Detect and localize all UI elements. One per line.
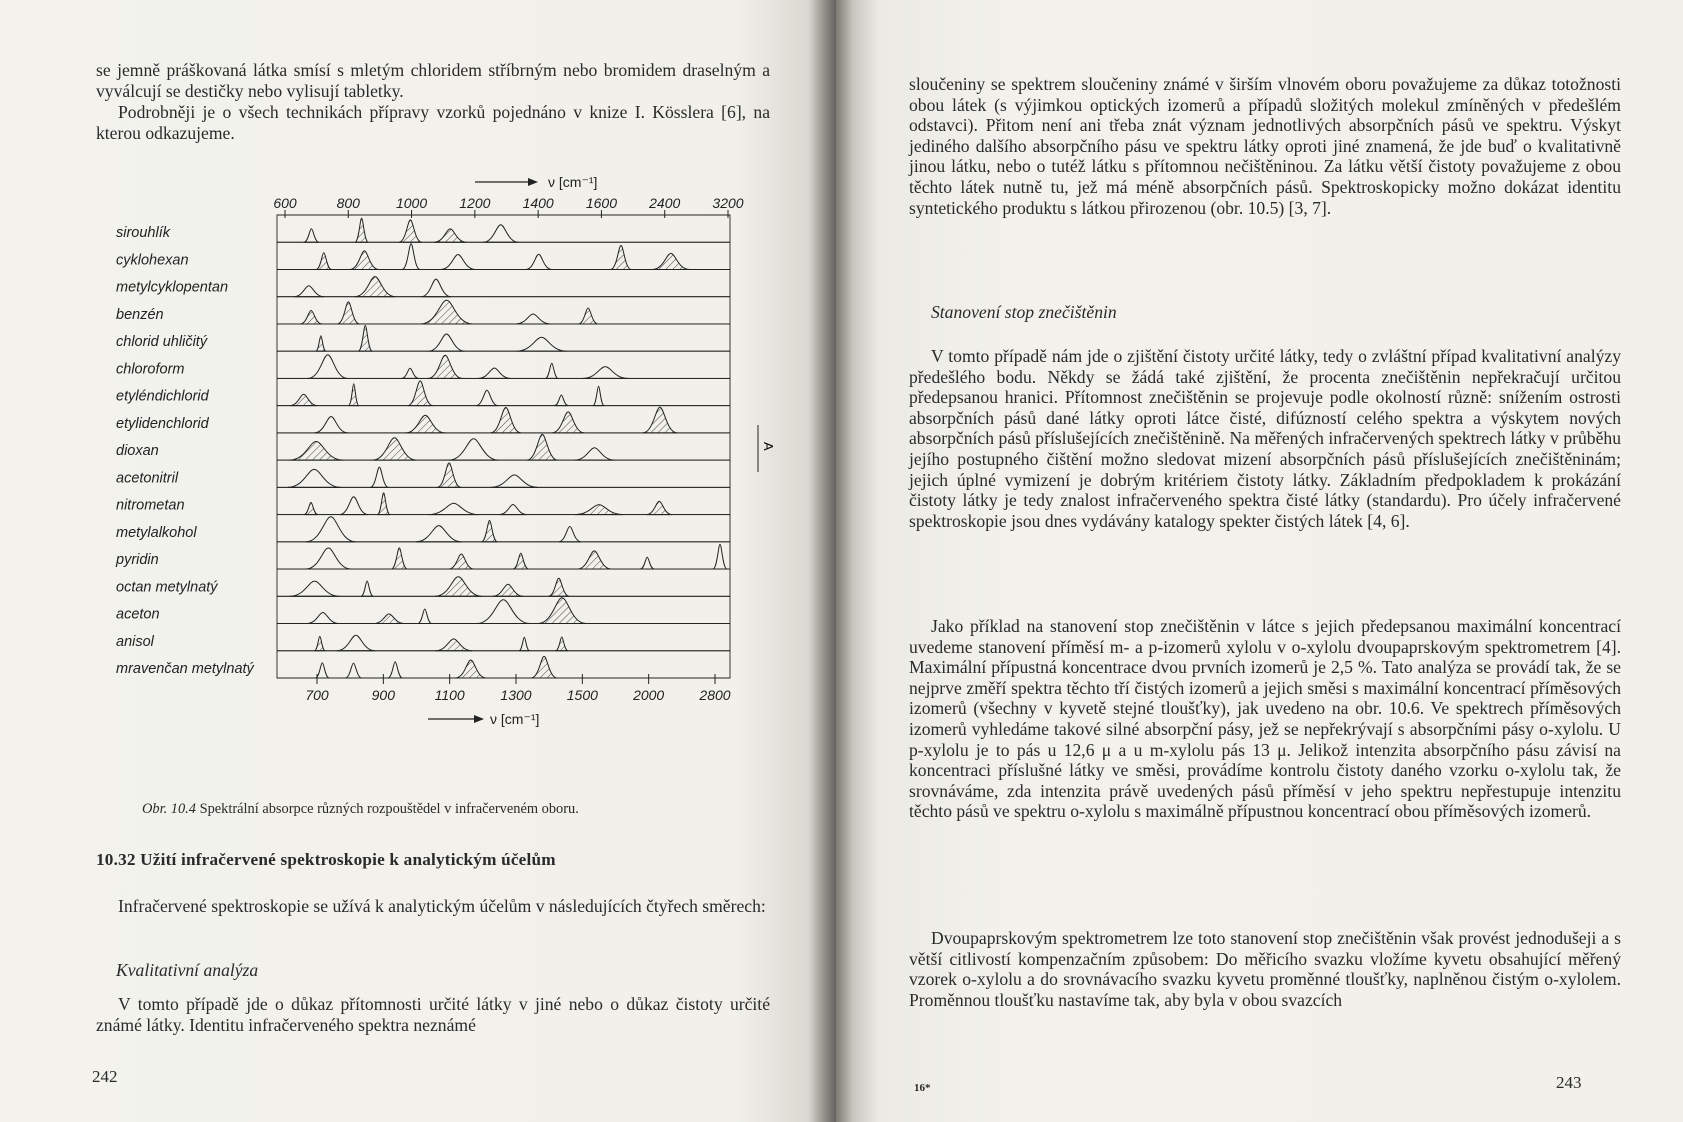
absorption-band [314, 636, 325, 651]
absorption-band [575, 505, 623, 515]
absorption-band [308, 355, 348, 379]
absorption-band [643, 407, 678, 433]
compound-label: benzén [116, 306, 164, 323]
compound-label: pyridin [116, 552, 159, 569]
compound-label: anisol [116, 633, 154, 650]
absorption-band [402, 244, 420, 270]
absorption-band [441, 255, 476, 270]
compound-label: chloroform [116, 361, 185, 378]
spectrum-row-frame [277, 542, 730, 569]
absorption-band [526, 254, 552, 269]
absorption-band [373, 438, 417, 460]
absorption-band [349, 384, 359, 406]
bottom-tick-label: 2000 [633, 687, 665, 703]
paragraph-2: V tomto případě nám jde o zjištění čistoty určité látky, tedy o zvláštní případ kvalitativní analýzy předešlého bodu. Někdy se žádá také zjištění, že procenta znečištěnin nepřekračují určitou předepsanou hranici. Přítomnost znečištěnin se projevuje podle okolností různě: snížením ostrosti absorpčních pásů dané látky oproti látce čisté, difúzností celého spektra a výskytem nových absorpčních pásů příslušejících znečištěnině. Na měřených infračervených spektrech látky v průběhu jejího postupného čištění možno sledovat mizení absorpčních pásů příslušejících znečištěninám; jejich úplné vymizení je dobrým kritériem čistoty látky. Základním předpokladem k prokázání čistoty látky je tedy znalost infračerveného spektra čisté látky (standardu). Pro účely infračervené spektroskopie jsou dnes vydávány katalogy spekter čistých látek [4, 6]. [909, 346, 1621, 531]
absorption-band [519, 637, 530, 651]
bottom-axis-title: ν [cm⁻¹] [490, 711, 540, 727]
spectrum-row-frame [277, 651, 730, 678]
compound-label: acetonitril [116, 470, 179, 487]
absorption-band [358, 326, 372, 352]
paragraph-1: sloučeniny se spektrem sloučeniny známé v širším vlnovém oboru považujeme za důkaz totožnosti obou látek (s výjimkou optických izomerů a případů složitých molekul zmíněných v předešlém odstavci). Přitom není ani třeba znát význam jednotlivých absorpčních pásů ve spektru. Výskyt jediného dalšího absorpčního pásu ve spektru látky oproti jiné znamená, že jde buď o kvalitativně jinou látku, nebo o tutéž látku s přítomnou nečištěninou. Za látku větší čistoty považujeme z obou těchto látek nutně tu, jež má méně absorpčních pásů. Spektroskopicky možno dokázat identitu syntetického produktu s látkou přirozenou (obr. 10.5) [3, 7]. [909, 74, 1621, 218]
spectra-chart [110, 160, 776, 780]
absorption-band [428, 503, 479, 514]
absorption-band [314, 417, 348, 433]
absorption-band [288, 469, 341, 487]
absorption-band [556, 637, 569, 651]
paragraph-references: Podrobněji je o všech technikách přípravy vzorků pojednáno v knize I. Kösslera [6], na kterou odkazujeme. [96, 102, 770, 143]
absorption-band [478, 368, 510, 378]
spectrum-row-frame [277, 433, 730, 460]
absorption-band [294, 286, 324, 297]
absorption-band [499, 505, 527, 515]
bottom-tick-label: 1300 [500, 687, 532, 703]
absorption-band [408, 381, 433, 406]
absorption-band [290, 394, 318, 405]
spectrum-row-frame [277, 515, 730, 542]
top-tick-label: 1200 [459, 195, 491, 211]
paragraph-intro: se jemně práškovaná látka smísí s mletým chloridem stříbrným nebo bromidem draselným a vyválcují se destičky nebo vylisují tabletky. [96, 60, 770, 101]
absorption-band [437, 463, 461, 487]
bottom-tick-label: 900 [371, 687, 396, 703]
absorption-band [391, 548, 407, 569]
absorption-band [304, 502, 318, 514]
absorption-band [421, 300, 473, 324]
absorption-band [337, 635, 375, 651]
absorption-band [611, 246, 632, 270]
absorption-band [316, 253, 331, 270]
absorption-band [300, 311, 322, 324]
absorption-band [449, 439, 499, 460]
compound-label: etyléndichlorid [116, 388, 209, 405]
page-number-left: 242 [92, 1067, 118, 1086]
section-title: 10.32 Užití infračervené spektroskopie k analytickým účelům [96, 850, 556, 869]
absorption-band [307, 613, 339, 624]
absorption-band [554, 395, 568, 406]
absorption-band [640, 557, 654, 569]
left-page [0, 0, 836, 1122]
subheading-trace-impurities: Stanovení stop znečištěnin [931, 302, 1117, 322]
absorption-band [289, 442, 343, 461]
page-number-right: 243 [1556, 1073, 1582, 1092]
absorption-band [559, 527, 581, 542]
absorption-band [552, 412, 584, 433]
compound-label: dioxan [116, 443, 159, 460]
absorption-band [455, 660, 486, 678]
absorption-band [435, 639, 472, 651]
absorption-band [290, 581, 340, 596]
bottom-axis [428, 711, 539, 727]
absorption-band [377, 493, 390, 515]
absorption-band [577, 551, 611, 569]
ir-spectra-figure [110, 160, 776, 780]
spectrum-row-frame [277, 351, 730, 378]
printer-signature-mark: 16* [914, 1082, 931, 1094]
absorption-band [337, 302, 359, 324]
compound-label: cyklohexan [116, 252, 189, 269]
compound-label: octan metylnatý [116, 579, 218, 596]
absorption-band [538, 598, 586, 624]
absorption-band [516, 337, 566, 351]
side-marker-label: A [761, 442, 776, 451]
compound-label: nitrometan [116, 497, 185, 514]
figure-caption [142, 801, 579, 818]
spectrum-row-frame [277, 378, 730, 405]
absorption-band [418, 609, 432, 624]
paragraph-4: Dvoupaprskovým spektrometrem lze toto stanovení stop znečištěnin však provést jednodušeji a s větší citlivostí kompenzačním způsobem: Do měřicího svazku vložíme kyvetu obsahující měřený vzorek o-xylolu a do srovnávacího svazku kyvetu proměnné tloušťky, naplněnou čistým o-xylolem. Proměnnou tloušťku nastavíme tak, aby byla v obou svazcích [909, 928, 1621, 1010]
absorption-band [548, 578, 569, 596]
bottom-tick-label: 2800 [699, 687, 731, 703]
absorption-band [421, 279, 451, 297]
absorption-band [350, 251, 379, 270]
absorption-band [491, 408, 522, 433]
absorption-band [483, 225, 518, 243]
absorption-band [340, 497, 368, 515]
absorption-band [435, 577, 482, 597]
absorption-band [545, 363, 558, 378]
paragraph-qualitative: V tomto případě jde o důkaz přítomnosti určité látky v jiné nebo o důkaz čistoty určité známé látky. Identitu infračerveného spektra neznámé [96, 994, 770, 1035]
absorption-band [476, 390, 498, 405]
top-axis-title: ν [cm⁻¹] [548, 174, 598, 190]
compound-label: metylalkohol [116, 524, 197, 541]
bottom-tick-label: 1100 [434, 687, 465, 703]
absorption-band [399, 220, 422, 242]
absorption-band [713, 544, 727, 569]
absorption-band [449, 554, 474, 569]
spectrum-row-frame [277, 624, 730, 651]
absorption-band [345, 663, 362, 678]
compound-labels [115, 225, 255, 677]
absorption-band [361, 581, 373, 596]
absorption-band [574, 448, 614, 460]
absorption-band [306, 548, 352, 569]
compound-label: aceton [116, 606, 160, 623]
absorption-band [416, 526, 462, 542]
absorption-band [493, 584, 524, 596]
absorption-band [593, 386, 604, 405]
absorption-band [527, 434, 558, 460]
compound-label: etylidenchlorid [116, 415, 209, 432]
absorption-band [401, 368, 419, 378]
compound-label: chlorid uhličitý [116, 334, 208, 351]
top-tick-label: 800 [336, 195, 360, 211]
top-tick-label: 1400 [522, 195, 554, 211]
absorption-band [428, 334, 464, 351]
absorption-band [355, 218, 369, 242]
compound-label: mravenčan metylnatý [116, 661, 254, 677]
absorption-band [513, 553, 529, 569]
absorption-band [482, 521, 498, 542]
absorption-band [355, 277, 396, 297]
absorption-band [388, 662, 403, 678]
spectrum-row-frame [277, 215, 730, 242]
absorption-band [647, 501, 673, 514]
absorption-band [578, 308, 598, 324]
figure-caption-text: Spektrální absorpce různých rozpouštědel v infračerveném oboru. [199, 801, 579, 817]
spectrum-row-frame [277, 596, 730, 623]
bottom-tick-label: 1500 [566, 687, 598, 703]
subheading-qualitative: Kvalitativní analýza [116, 960, 259, 980]
absorption-band [405, 415, 445, 433]
top-tick-label: 1000 [395, 195, 428, 211]
absorption-band [652, 253, 689, 269]
absorption-band [583, 367, 629, 379]
spectrum-row-frame [277, 269, 730, 296]
absorption-band [477, 600, 530, 624]
side-marker [758, 425, 776, 472]
absorption-band [374, 614, 405, 624]
compound-label: metylcyklopentan [116, 279, 229, 296]
absorption-band [370, 467, 388, 487]
absorption-band [428, 355, 462, 378]
paragraph-uses: Infračervené spektroskopie se užívá k analytickým účelům v následujících čtyřech směrech: [118, 896, 766, 916]
absorption-band [516, 314, 551, 324]
absorption-band [316, 336, 326, 351]
top-axis [475, 174, 597, 190]
top-tick-label: 600 [273, 195, 297, 211]
absorption-band [491, 475, 538, 487]
absorption-band [531, 656, 557, 678]
right-page [836, 0, 1683, 1122]
paragraph-3: Jako příklad na stanovení stop znečištěnin v látce s jejich předepsanou maximální koncentrací uvedeme stanovení příměsí m- a p-izomerů xylolu v o-xylolu dvoupaprskovým spektrometrem [4]. Maximální přípustná koncentrace dvou prvních izomerů je 2,5 %. Tato analýza se provádí tak, že se nejprve změří spektra těchto tří čistých izomerů a jejich směsi s maximální koncentrací příměsových izomerů (všechny v kyvetě stejné tloušťky), jak uvedeno na obr. 10.6. Ve spektrech příměsových izomerů vyhledáme takové silné absorpční pásy, jež se nepřekrývají s absorpčními pásy o-xylolu. U p-xylolu je to pás u 12,6 μ a u m-xylolu pás 13 μ. Jelikož intenzita absorpčního pásu závisí na koncentraci příslušné látky ve směsi, provádíme kontrolu čistoty daného vzorku o-xylolu tak, že srovnáváme, zda intenzita právě uvedených pásů příměsí v jeho spektru nepřestupuje intenzitu těchto pásů ve spektru o-xylolu s maximálně přípustnou koncentrací obou příměsových izomerů. [909, 616, 1621, 822]
top-tick-label: 3200 [712, 195, 744, 211]
absorption-band [306, 517, 356, 542]
spectrum-rows [277, 215, 730, 678]
top-tick-label: 2400 [649, 195, 681, 211]
absorption-band [434, 229, 466, 242]
top-tick-label: 1600 [585, 195, 618, 211]
spectrum-row-frame [277, 324, 730, 351]
figure-caption-label: Obr. 10.4 [142, 801, 196, 817]
absorption-band [304, 229, 319, 243]
bottom-tick-label: 700 [305, 687, 329, 703]
compound-label: sirouhlík [116, 225, 170, 242]
